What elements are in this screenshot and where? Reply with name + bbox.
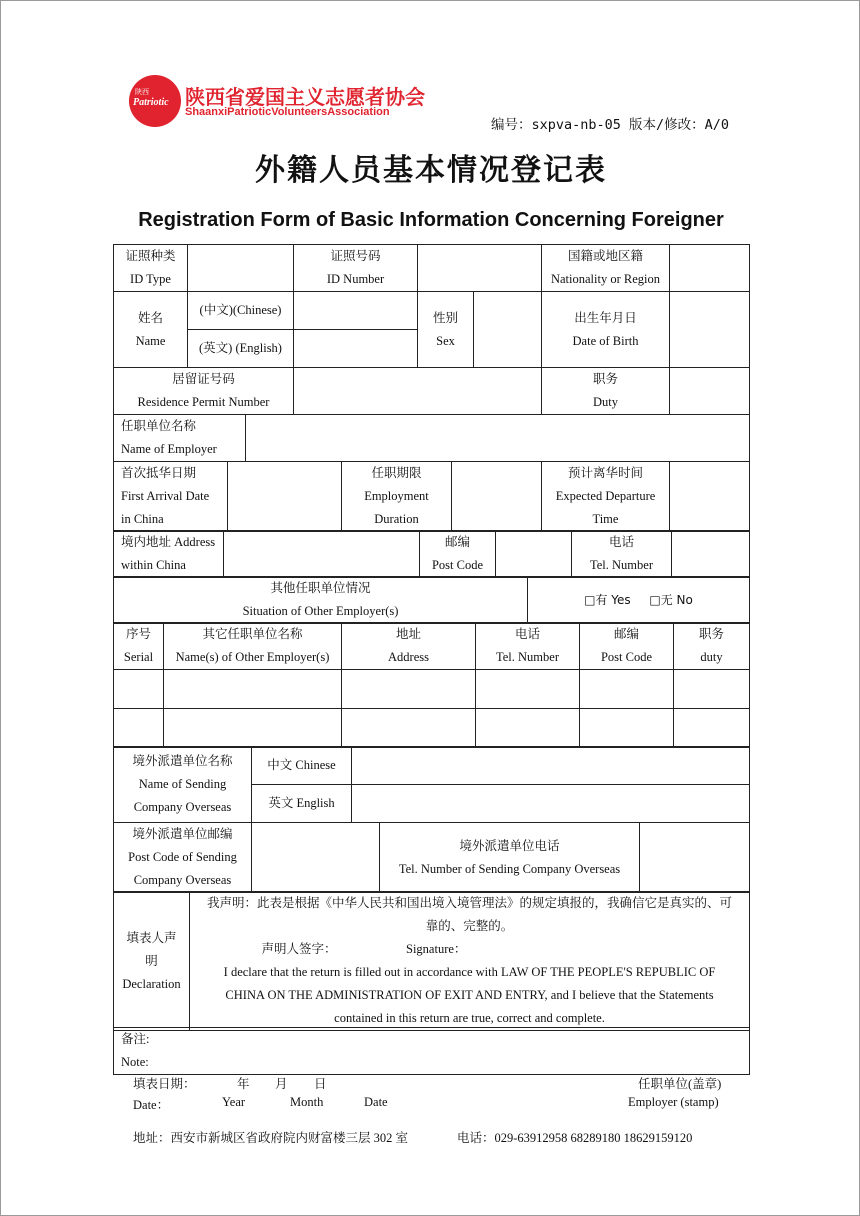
employer-field[interactable]	[246, 415, 750, 462]
declaration-text: 我声明：此表是根据《中华人民共和国出境入境管理法》的规定填报的，我确信它是真实的、可 靠的、完整的。 声明人签字： Signature： I declare that the return is filled out in accordance with LAW OF THE PEOPLE'S REPUBLIC OF CHINA ON THE ADMINISTRATION OF EXIT AND ENTRY, and I believe that the Statements contained in this return are true, correct and complete.	[190, 892, 750, 1031]
serial-cell[interactable]	[114, 670, 164, 709]
association-logo	[129, 75, 425, 129]
sending-company-label: 境外派遣单位名称 Name of Sending Company Overseas	[114, 747, 252, 823]
address-table	[113, 530, 750, 578]
sending-tel-field[interactable]	[640, 823, 750, 893]
day-en: Date	[364, 1095, 388, 1109]
page-title-english: Registration Form of Basic Information Concerning Foreigner	[138, 209, 724, 231]
table-row	[114, 709, 750, 748]
logo-chinese-name: 陕西省爱国主义志愿者协会	[185, 85, 425, 109]
col-address: 地址 Address	[342, 623, 476, 670]
postcode-field[interactable]	[496, 531, 572, 578]
duty-cell[interactable]	[674, 709, 750, 748]
sending-post-field[interactable]	[252, 823, 380, 893]
month-en: Month	[290, 1095, 324, 1109]
other-employer-label: 其他任职单位情况 Situation of Other Employer(s)	[114, 577, 528, 624]
note-table	[113, 1027, 750, 1075]
id-number-label: 证照号码 ID Number	[294, 245, 418, 292]
no-checkbox[interactable]: □无 No	[649, 592, 693, 607]
dates-table	[113, 461, 750, 532]
duty-cell[interactable]	[674, 670, 750, 709]
sending-tel-label: 境外派遣单位电话 Tel. Number of Sending Company Overseas	[380, 823, 640, 893]
name-english-field[interactable]	[294, 330, 418, 368]
sending-chinese-label: 中文 Chinese	[252, 747, 352, 785]
name-chinese-label: (中文)(Chinese)	[188, 292, 294, 330]
table-row	[114, 670, 750, 709]
address-field[interactable]	[224, 531, 420, 578]
identity-table	[113, 244, 750, 292]
address-cell[interactable]	[342, 670, 476, 709]
arrival-label: 首次抵华日期 First Arrival Date in China	[114, 462, 228, 532]
office-phone: 电话：029-63912958 68289180 18629159120	[457, 1131, 693, 1145]
sex-field[interactable]	[474, 292, 542, 368]
serial-cell[interactable]	[114, 709, 164, 748]
year-en: Year	[222, 1095, 246, 1109]
declaration-table	[113, 891, 750, 1031]
dob-field[interactable]	[670, 292, 750, 368]
declaration-label: 填表人声 明 Declaration	[114, 892, 190, 1031]
page-title-chinese: 外籍人员基本情况登记表	[255, 153, 607, 188]
nationality-label: 国籍或地区籍 Nationality or Region	[542, 245, 670, 292]
post-cell[interactable]	[580, 709, 674, 748]
day-cn: 日	[314, 1077, 327, 1091]
tel-field[interactable]	[672, 531, 750, 578]
sending-english-label: 英文 English	[252, 785, 352, 823]
sending-english-field[interactable]	[352, 785, 750, 823]
address-cell[interactable]	[342, 709, 476, 748]
arrival-field[interactable]	[228, 462, 342, 532]
dob-label: 出生年月日 Date of Birth	[542, 292, 670, 368]
employment-duration-field[interactable]	[452, 462, 542, 532]
id-type-label: 证照种类 ID Type	[114, 245, 188, 292]
col-serial: 序号 Serial	[114, 623, 164, 670]
tel-cell[interactable]	[476, 670, 580, 709]
permit-table	[113, 367, 750, 415]
id-type-field[interactable]	[188, 245, 294, 292]
duty-field[interactable]	[670, 368, 750, 415]
fill-date-en: Date：	[133, 1098, 170, 1112]
logo-badge-script: Patriotic	[133, 97, 169, 108]
departure-field[interactable]	[670, 462, 750, 532]
sending-contact-table	[113, 822, 750, 893]
logo-english-name: ShaanxiPatrioticVolunteersAssociation	[185, 106, 390, 118]
tel-label: 电话 Tel. Number	[572, 531, 672, 578]
month-cn: 月	[275, 1077, 288, 1091]
yes-checkbox[interactable]: □有 Yes	[584, 592, 631, 607]
fill-date-cn: 填表日期：	[133, 1077, 196, 1091]
name-label: 姓名 Name	[114, 292, 188, 368]
departure-label: 预计离华时间 Expected Departure Time	[542, 462, 670, 532]
duty-label: 职务 Duty	[542, 368, 670, 415]
address-label: 境内地址 Address within China	[114, 531, 224, 578]
year-cn: 年	[237, 1077, 250, 1091]
employer-label: 任职单位名称 Name of Employer	[114, 415, 246, 462]
sending-post-label: 境外派遣单位邮编 Post Code of Sending Company Overseas	[114, 823, 252, 893]
document-code: 编号：sxpva-nb-05 版本/修改：A/0	[491, 117, 730, 133]
name-english-label: (英文) (English)	[188, 330, 294, 368]
office-address: 地址：西安市新城区省政府院内财富楼三层 302 室	[133, 1131, 409, 1145]
employment-duration-label: 任职期限 Employment Duration	[342, 462, 452, 532]
logo-emblem-icon	[129, 75, 181, 127]
list-header-row	[114, 623, 750, 670]
other-employer-choice	[528, 577, 750, 624]
permit-label: 居留证号码 Residence Permit Number	[114, 368, 294, 415]
other-employers-list	[113, 622, 750, 748]
col-other-name: 其它任职单位名称 Name(s) of Other Employer(s)	[164, 623, 342, 670]
sending-company-table	[113, 746, 750, 823]
employer-table	[113, 414, 750, 462]
id-number-field[interactable]	[418, 245, 542, 292]
employer-stamp-en: Employer (stamp)	[628, 1095, 719, 1109]
note-field[interactable]: 备注: Note:	[114, 1028, 750, 1075]
permit-field[interactable]	[294, 368, 542, 415]
other-name-cell[interactable]	[164, 709, 342, 748]
other-name-cell[interactable]	[164, 670, 342, 709]
other-employer-table	[113, 576, 750, 624]
col-duty: 职务 duty	[674, 623, 750, 670]
employer-stamp-cn: 任职单位(盖章)	[638, 1077, 722, 1091]
logo-badge-top: 陕西	[135, 88, 149, 96]
postcode-label: 邮编 Post Code	[420, 531, 496, 578]
tel-cell[interactable]	[476, 709, 580, 748]
col-tel: 电话 Tel. Number	[476, 623, 580, 670]
nationality-field[interactable]	[670, 245, 750, 292]
sex-label: 性别 Sex	[418, 292, 474, 368]
post-cell[interactable]	[580, 670, 674, 709]
col-post: 邮编 Post Code	[580, 623, 674, 670]
name-table	[113, 291, 750, 368]
signature-row[interactable]: 声明人签字： Signature：	[261, 942, 467, 956]
sending-chinese-field[interactable]	[352, 747, 750, 785]
name-chinese-field[interactable]	[294, 292, 418, 330]
